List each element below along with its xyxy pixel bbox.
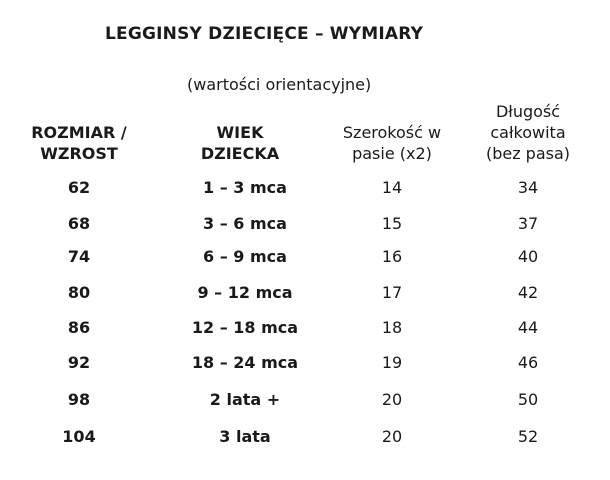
header-waist: [328, 122, 456, 164]
waist-cell: 17: [381, 283, 403, 302]
header-size-line: ROZMIAR /: [31, 123, 127, 142]
length-cell: 42: [517, 283, 539, 302]
header-length: [462, 101, 594, 164]
header-length-line: (bez pasa): [485, 144, 571, 163]
waist-cell: 20: [381, 390, 403, 409]
waist-cell: 18: [381, 318, 403, 337]
length-cell: 52: [517, 427, 539, 446]
table-row: [0, 425, 610, 449]
header-length-line: Długość: [495, 102, 561, 121]
header-waist-line: pasie (x2): [352, 144, 432, 163]
waist-cell: 14: [381, 178, 403, 197]
table-row: [0, 316, 610, 340]
length-cell: 50: [517, 390, 539, 409]
page-subtitle: (wartości orientacyjne): [187, 75, 372, 94]
size-cell: 104: [62, 427, 96, 446]
header-length-line: całkowita: [490, 123, 566, 142]
size-cell: 62: [67, 178, 91, 197]
header-age-line: WIEK: [216, 123, 264, 142]
waist-cell: 19: [381, 353, 403, 372]
age-cell: 2 lata +: [209, 390, 281, 409]
length-cell: 46: [517, 353, 539, 372]
age-cell: 12 – 18 mca: [191, 318, 299, 337]
length-cell: 37: [517, 214, 539, 233]
size-cell: 92: [67, 353, 91, 372]
waist-cell: 16: [381, 247, 403, 266]
table-row: [0, 388, 610, 412]
size-cell: 98: [67, 390, 91, 409]
age-cell: 1 – 3 mca: [203, 178, 287, 197]
age-cell: 6 – 9 mca: [203, 247, 287, 266]
size-cell: 74: [67, 247, 91, 266]
header-age-line: DZIECKA: [200, 144, 280, 163]
size-cell: 80: [67, 283, 91, 302]
table-row: [0, 351, 610, 375]
age-cell: 3 – 6 mca: [203, 214, 287, 233]
table-row: [0, 212, 610, 236]
table-row: [0, 281, 610, 305]
size-cell: 68: [67, 214, 91, 233]
table-row: [0, 245, 610, 269]
header-size-line: WZROST: [40, 144, 118, 163]
page-title: LEGGINSY DZIECIĘCE – WYMIARY: [105, 24, 424, 44]
length-cell: 40: [517, 247, 539, 266]
table-row: [0, 176, 610, 200]
length-cell: 44: [517, 318, 539, 337]
header-age: [155, 122, 325, 164]
header-size: [14, 122, 144, 164]
length-cell: 34: [517, 178, 539, 197]
age-cell: 3 lata: [219, 427, 271, 446]
size-cell: 86: [67, 318, 91, 337]
age-cell: 9 – 12 mca: [197, 283, 293, 302]
waist-cell: 15: [381, 214, 403, 233]
age-cell: 18 – 24 mca: [191, 353, 299, 372]
waist-cell: 20: [381, 427, 403, 446]
header-waist-line: Szerokość w: [342, 123, 442, 142]
